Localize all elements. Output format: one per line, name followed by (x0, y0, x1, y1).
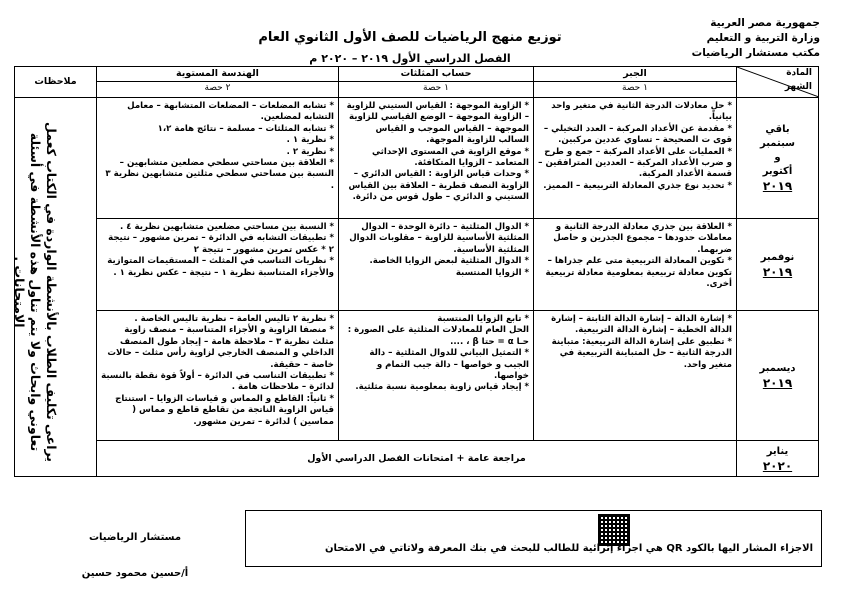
month-name: يناير (766, 445, 789, 457)
month-label: الشهر (784, 82, 812, 92)
cell-text: * العلاقة بين جذري معادلة الدرجة الثانية و معاملات حدودها – مجموع الجذرين و حاصل ضربهما. * تكوين المعادلة التربيعية متى علم جذراها – تكوين معادلة تربيعية بمعلومية معادلة تربيعية أخرى. (545, 222, 732, 290)
trig-content (339, 311, 534, 441)
qr-code-icon (598, 514, 630, 546)
review-cell: مراجعة عامة + امتحانات الفصل الدراسي الأول (97, 441, 737, 477)
geometry-content (97, 219, 339, 311)
geometry-sessions: ٢ حصة (97, 82, 339, 98)
year-label: ٢٠١٩ (762, 264, 793, 279)
month-cell (737, 311, 819, 441)
year-label: ٢٠٢٠ (762, 458, 793, 473)
ministry-line: وزارة التربية و التعليم (706, 32, 820, 44)
month-cell (737, 219, 819, 311)
ministry-line: مكتب مستشار الرياضيات (691, 47, 820, 59)
table-row (15, 441, 819, 477)
algebra-header: الجبر (534, 67, 737, 82)
cell-text: * الدوال المثلثية – دائرة الوحدة – الدوال المثلثية الأساسية للزاوية – مقلوبات الدوال المثلثية الأساسية. * الدوال المثلثية لبعض الزوايا الخاصة. * الزوايا المنتسبة (349, 222, 529, 278)
notes-header: ملاحظات (15, 67, 97, 98)
ministry-header (692, 16, 820, 61)
algebra-content (534, 311, 737, 441)
algebra-content (534, 98, 737, 219)
trig-content (339, 98, 534, 219)
subject-month-header (737, 67, 819, 98)
algebra-sessions: ١ حصة (534, 82, 737, 98)
qr-note-box (245, 510, 822, 567)
cell-text: * إشارة الدالة – إشارة الدالة الثابتة – إشارة الدالة الخطية – إشارة الدالة التربيعية. * تطبيق على إشارة الدالة التربيعية: متباينة الدرجة الثانية – حل المتباينة التربيعية في متغير واحد. (551, 314, 732, 370)
geometry-content (97, 311, 339, 441)
cell-text: * حل معادلات الدرجة الثانية في متغير واحد بيانياً. * مقدمة عن الأعداد المركبة – العدد التخيلي – قوى ت الصحيحة – تساوي عددين مركبين. * العمليات على الأعداد المركبة – جمع و طرح و ضرب الأعداد المركبة – العددين المترافقين – قسمة الأعداد المركبة. * تحديد نوع جذري المعادلة التربيعية – المميز. (538, 101, 732, 191)
notes-cell (12, 98, 97, 477)
year-label: ٢٠١٩ (762, 375, 793, 390)
trig-content (339, 219, 534, 311)
trig-header: حساب المثلثات (339, 67, 534, 82)
curriculum-table (14, 66, 819, 477)
subject-label: المادة (786, 68, 812, 78)
algebra-content (534, 219, 737, 311)
signer-name: أ/حسين محمود حسين (81, 568, 189, 579)
signer-title: مستشار الرياضيات (88, 532, 182, 543)
month-name: نوفمبر (760, 251, 795, 263)
term-label: الفصل الدراسي الأول ٢٠١٩ – ٢٠٢٠ م (309, 52, 511, 65)
year-label: ٢٠١٩ (762, 179, 793, 193)
table-row (15, 311, 819, 441)
month-cell (737, 98, 819, 219)
geometry-header: الهندسة المستوية (97, 67, 339, 82)
month-name: سبتمبر (759, 138, 795, 149)
cell-text: * النسبة بين مساحتي مضلعين متشابهين نظرية ٤ . * تطبيقات التشابه في الدائرة – تمرين مشهور – نتيجة ٢ * عكس تمرين مشهور – نتيجة ٢ * نظريات التناسب في المثلث – المستقيمات المتوازية والأجزاء المتناسبة نظرية ١ – نتيجة – عكس نظرية ١ . (107, 222, 334, 278)
signature-block (60, 520, 210, 592)
trig-sessions: ١ حصة (339, 82, 534, 98)
month-name: و (774, 152, 781, 163)
cell-text: * الزاوية الموجهة : القياس الستيني للزاوية – الزاوية الموجهة – الوضع القياسي للزاوية الموجهة – القياس الموجب و القياس السالب للزاوية الموجهة. * موقع الزاوية في المستوى الإحداثي المتعامد – الزوايا المتكافئة. * وحدات قياس الزاوية : القياس الدائري – الزاوية النصف قطرية – العلاقة بين القياس الستيني و الدائري – طول قوس من دائرة. (346, 101, 529, 203)
cell-text: * تابع الزوايا المنتسبة الحل العام للمعادلات المثلثية على الصورة : حـا α = حتا β ، .... * التمثيل البياني للدوال المثلثية – دالة الجيب و خواصها – دالة جيب التمام و خواصها. * إيجاد قياس زاوية بمعلومية نسبة مثلثية. (347, 314, 529, 393)
qr-note-text: الاجزاء المشار اليها بالكود QR هي اجزاء إثرائية للطالب للبحث في بنك المعرفة ولاتاتي في الامتحان (324, 543, 813, 554)
geometry-content (97, 98, 339, 219)
month-cell (737, 441, 819, 477)
notes-text: يراعى تكليف الطلاب بالأنشطة الواردة في الكتاب كعمل تعاوني وابحاث ولا يتم تناول هذه الأنشطة في أسئلة الامتحانات . (12, 122, 59, 462)
table-row (15, 219, 819, 311)
cell-text: * تشابه المضلعات – المضلعات المتشابهة – معامل التشابه لمضلعين. * تشابه المثلثات – مسلمة – نتائج هامة ١،٢ * نظرية ١ . * نظرية ٢ . * العلاقة بين مساحتي سطحي مضلعين متشابهين – النسبة بين مساحتي سطحي مثلثين متشابهين نظرية ٣ . (105, 101, 334, 191)
table-row (15, 98, 819, 219)
month-name: باقي (765, 124, 790, 135)
page-title: توزيع منهج الرياضيات للصف الأول الثانوي العام (258, 30, 562, 45)
cell-text: * نظرية ٢ تاليس العامة – نظرية تاليس الخاصة . * منصفا الزاوية و الأجزاء المتناسبة – منصف زاوية مثلث نظرية ٣ – ملاحظة هامة – إيجاد طول المنصف الداخلي و المنصف الخارجي لزاوية رأس مثلث – حالات خاصة – حقيقة. * تطبيقات التناسب في الدائرة – أولاً قوة نقطة بالنسبة لدائرة – ملاحظات هامة . * ثانياً: القاطع و المماس و قياسات الزوايا – استنتاج قياس الزاوية الناتجة من تقاطع قاطع و مماس ( مماسين ) لدائرة – تمرين مشهور. (101, 314, 334, 427)
month-name: ديسمبر (759, 362, 796, 374)
month-name: أكتوبر (762, 166, 793, 177)
ministry-line: جمهورية مصر العربية (710, 17, 820, 29)
